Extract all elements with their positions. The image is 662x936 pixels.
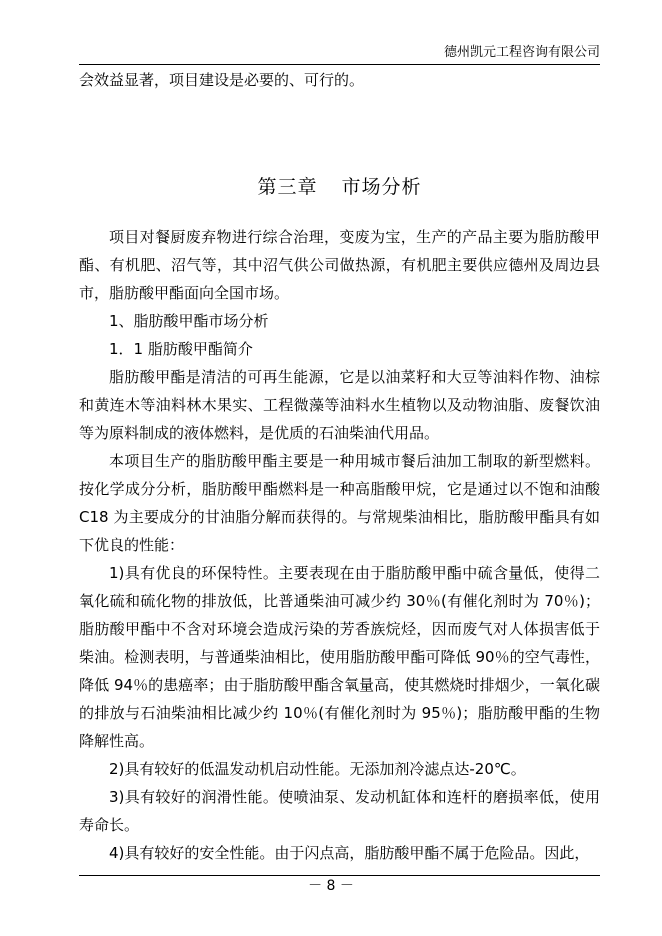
- list-item-lubrication: 3)具有较好的润滑性能。使喷油泵、发动机缸体和连杆的磨损率低，使用寿命长。: [79, 788, 600, 834]
- chapter-number: 第三章: [257, 176, 318, 198]
- paragraph-product: 本项目生产的脂肪酸甲酯主要是一种用城市餐后油加工制取的新型燃料。按化学成分分析，脂肪酸甲酯燃料是一种高脂酸甲烷，它是通过以不饱和油酸 C18 为主要成分的甘油脂分解而获得的。与常规柴油相比，脂肪酸甲酯具有如下优良的性能：: [79, 452, 600, 554]
- list-item-cold-start: 2)具有较好的低温发动机启动性能。无添加剂冷滤点达-20℃。: [109, 760, 526, 778]
- page-header: [79, 44, 600, 65]
- page-number: － 8 －: [308, 878, 354, 894]
- header-company-name: 德州凯元工程咨询有限公司: [443, 45, 600, 60]
- document-body: [79, 66, 600, 867]
- footer-rule: [79, 875, 600, 876]
- section-heading: 1、脂肪酸甲酯市场分析: [109, 312, 269, 330]
- list-item-environmental: 1)具有优良的环保特性。主要表现在由于脂肪酸甲酯中硫含量低，使得二氧化硫和硫化物的排放低，比普通柴油可减少约 30％(有催化剂时为 70％)；脂肪酸甲酯中不含对环境会造成污染的芳香族烷烃，因而废气对人体损害低于柴油。检测表明，与普通柴油相比，使用脂肪酸甲酯可降低 90％的空气毒性，降低 94％的患癌率；由于脂肪酸甲酯含氧量高，使其燃烧时排烟少，一氧化碳的排放与石油柴油相比减少约 10％(有催化剂时为 95％)；脂肪酸甲酯的生物降解性高。: [79, 564, 600, 750]
- paragraph-continuation: 会效益显著，项目建设是必要的、可行的。: [79, 71, 365, 89]
- paragraph-intro: 项目对餐厨废弃物进行综合治理，变废为宝，生产的产品主要为脂肪酸甲酯、有机肥、沼气等，其中沼气供公司做热源，有机肥主要供应德州及周边县市，脂肪酸甲酯面向全国市场。: [79, 228, 600, 302]
- chapter-heading: [79, 173, 600, 201]
- chapter-title: 市场分析: [341, 176, 422, 198]
- paragraph-definition: 脂肪酸甲酯是清洁的可再生能源，它是以油菜籽和大豆等油料作物、油棕和黄连木等油料林木果实、工程微藻等油料水生植物以及动物油脂、废餐饮油等为原料制成的液体燃料，是优质的石油柴油代用品。: [79, 368, 600, 442]
- subsection-heading: 1．1 脂肪酸甲酯简介: [109, 340, 253, 358]
- list-item-safety: 4)具有较好的安全性能。由于闪点高，脂肪酸甲酯不属于危险品。因此，: [109, 844, 590, 862]
